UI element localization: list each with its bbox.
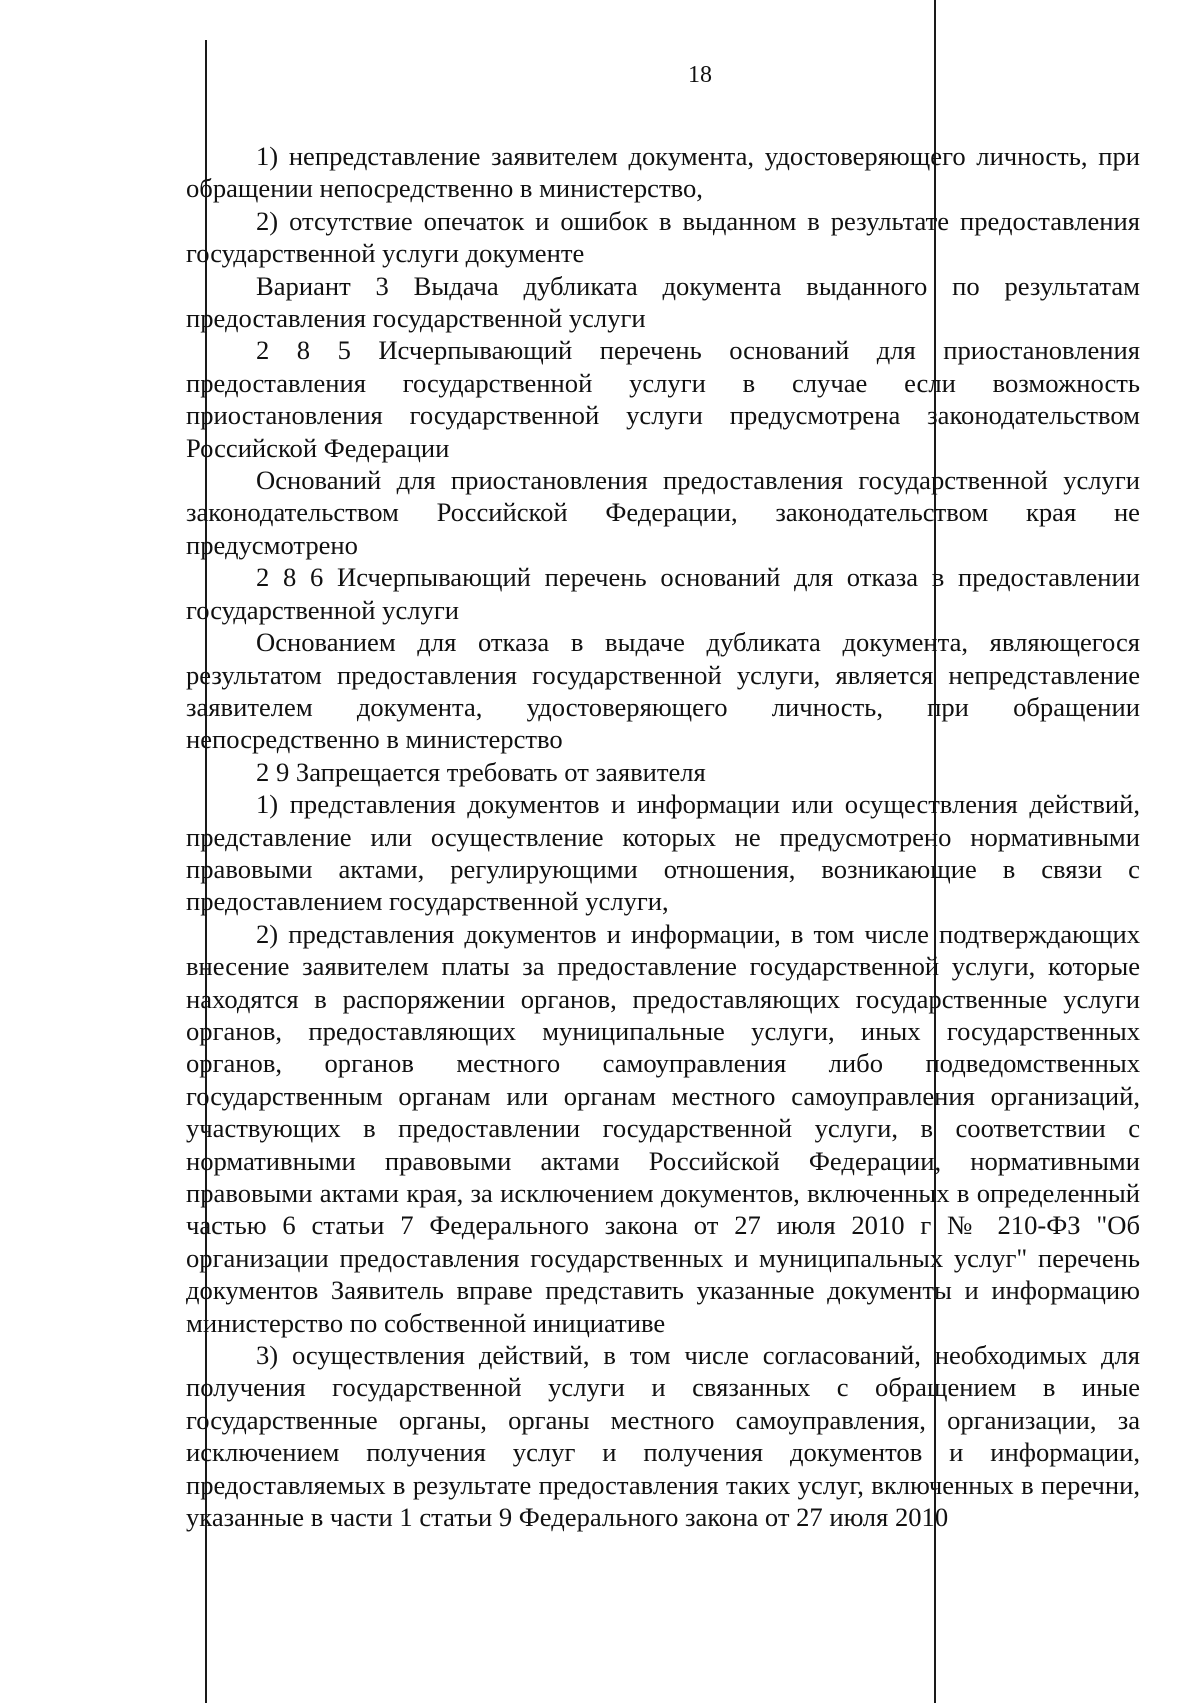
- paragraph-no-suspension-grounds: Оснований для приостановления предоставления государственной услуги законодательством Российской Федерации, законодательством края не предусмотрено: [186, 465, 1140, 560]
- paragraph-item-1-non-submission: 1) непредставление заявителем документа, удостоверяющего личность, при обращении непосредственно в министерство,: [186, 141, 1140, 204]
- paragraph-2-8-6-refusal-grounds: 2 8 6 Исчерпывающий перечень оснований для отказа в предоставлении государственной услуги: [186, 562, 1140, 625]
- paragraph-2-8-5-suspension-grounds: 2 8 5 Исчерпывающий перечень оснований для приостановления предоставления государственной услуги в случае если возможность приостановления государственной услуги предусмотрена законодательством Российской Федерации: [186, 335, 1140, 463]
- paragraph-prohibited-item-2: 2) представления документов и информации, в том числе подтверждающих внесение заявителем платы за предоставление государственной услуги, которые находятся в распоряжении органов, предоставляющих государственные услуги органов, предоставляющих муниципальные услуги, иных государственных органов, органов местного самоуправления либо подведомственных государственным органам или органам местного самоуправления организаций, участвующих в предоставлении государственной услуги, в соответствии с нормативными правовыми актами Российской Федерации, нормативными правовыми актами края, за исключением документов, включенных в определенный частью 6 статьи 7 Федерального закона от 27 июля 2010 г № 210-ФЗ "Об организации предоставления государственных и муниципальных услуг" перечень документов Заявитель вправе представить указанные документы и информацию министерство по собственной инициативе: [186, 918, 1140, 1338]
- paragraph-refusal-ground-text: Основанием для отказа в выдаче дубликата документа, являющегося результатом предоставления государственной услуги, является непредставление заявителем документа, удостоверяющего личность, при обращении непосредственно в министерство: [186, 627, 1140, 755]
- paragraph-prohibited-item-1: 1) представления документов и информации или осуществления действий, представление или осуществление которых не предусмотрено нормативными правовыми актами, регулирующими отношения, возникающие в связи с предоставлением государственной услуги,: [186, 789, 1140, 917]
- page-number: 18: [688, 62, 712, 88]
- paragraph-variant-3-heading: Вариант 3 Выдача дубликата документа выданного по результатам предоставления государственной услуги: [186, 270, 1140, 334]
- paragraph-2-9-prohibited-requirements: 2 9 Запрещается требовать от заявителя: [256, 756, 706, 787]
- document-body: [186, 140, 1140, 1533]
- paragraph-item-2-no-typos: 2) отсутствие опечаток и ошибок в выданном в результате предоставления государственной услуги документе: [186, 205, 1140, 269]
- paragraph-prohibited-item-3: 3) осуществления действий, в том числе согласований, необходимых для получения государственной услуги и связанных с обращением в иные государственные органы, органы местного самоуправления, организации, за исключением получения услуг и получения документов и информации, предоставляемых в результате предоставления таких услуг, включенных в перечни, указанные в части 1 статьи 9 Федерального закона от 27 июля 2010: [186, 1340, 1140, 1533]
